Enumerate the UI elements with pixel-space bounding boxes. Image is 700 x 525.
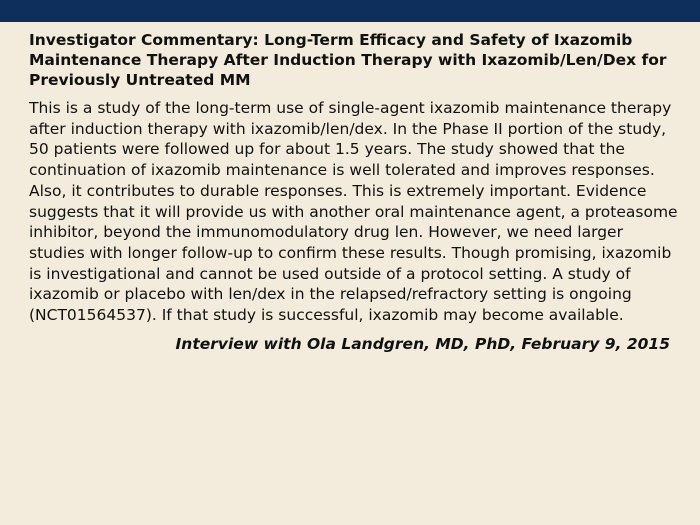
slide-title: Investigator Commentary: Long-Term Efficacy and Safety of Ixazomib Maintenance Therapy After Induction Therapy with Ixazomib/Len/Dex for Previously Untreated MM bbox=[29, 31, 667, 89]
interview-attribution: Interview with Ola Landgren, MD, PhD, February 9, 2015 bbox=[175, 334, 670, 353]
header-bar bbox=[0, 0, 700, 22]
slide-content bbox=[29, 30, 679, 354]
commentary-text: This is a study of the long-term use of single-agent ixazomib maintenance therapy after induction therapy with ixazomib/len/dex. In the Phase II portion of the study, 50 patients were followed up for about 1.5 years. The study showed that the continuation of ixazomib maintenance is well tolerated and improves responses. Also, it contributes to durable responses. This is extremely important. Evidence suggests that it will provide us with another oral maintenance agent, a proteasome inhibitor, beyond the immunomodulatory drug len. However, we need larger studies with longer follow-up to confirm these results. Though promising, ixazomib is investigational and cannot be used outside of a protocol setting. A study of ixazomib or placebo with len/dex in the relapsed/refractory setting is ongoing (NCT01564537). If that study is successful, ixazomib may become available. bbox=[29, 99, 678, 325]
